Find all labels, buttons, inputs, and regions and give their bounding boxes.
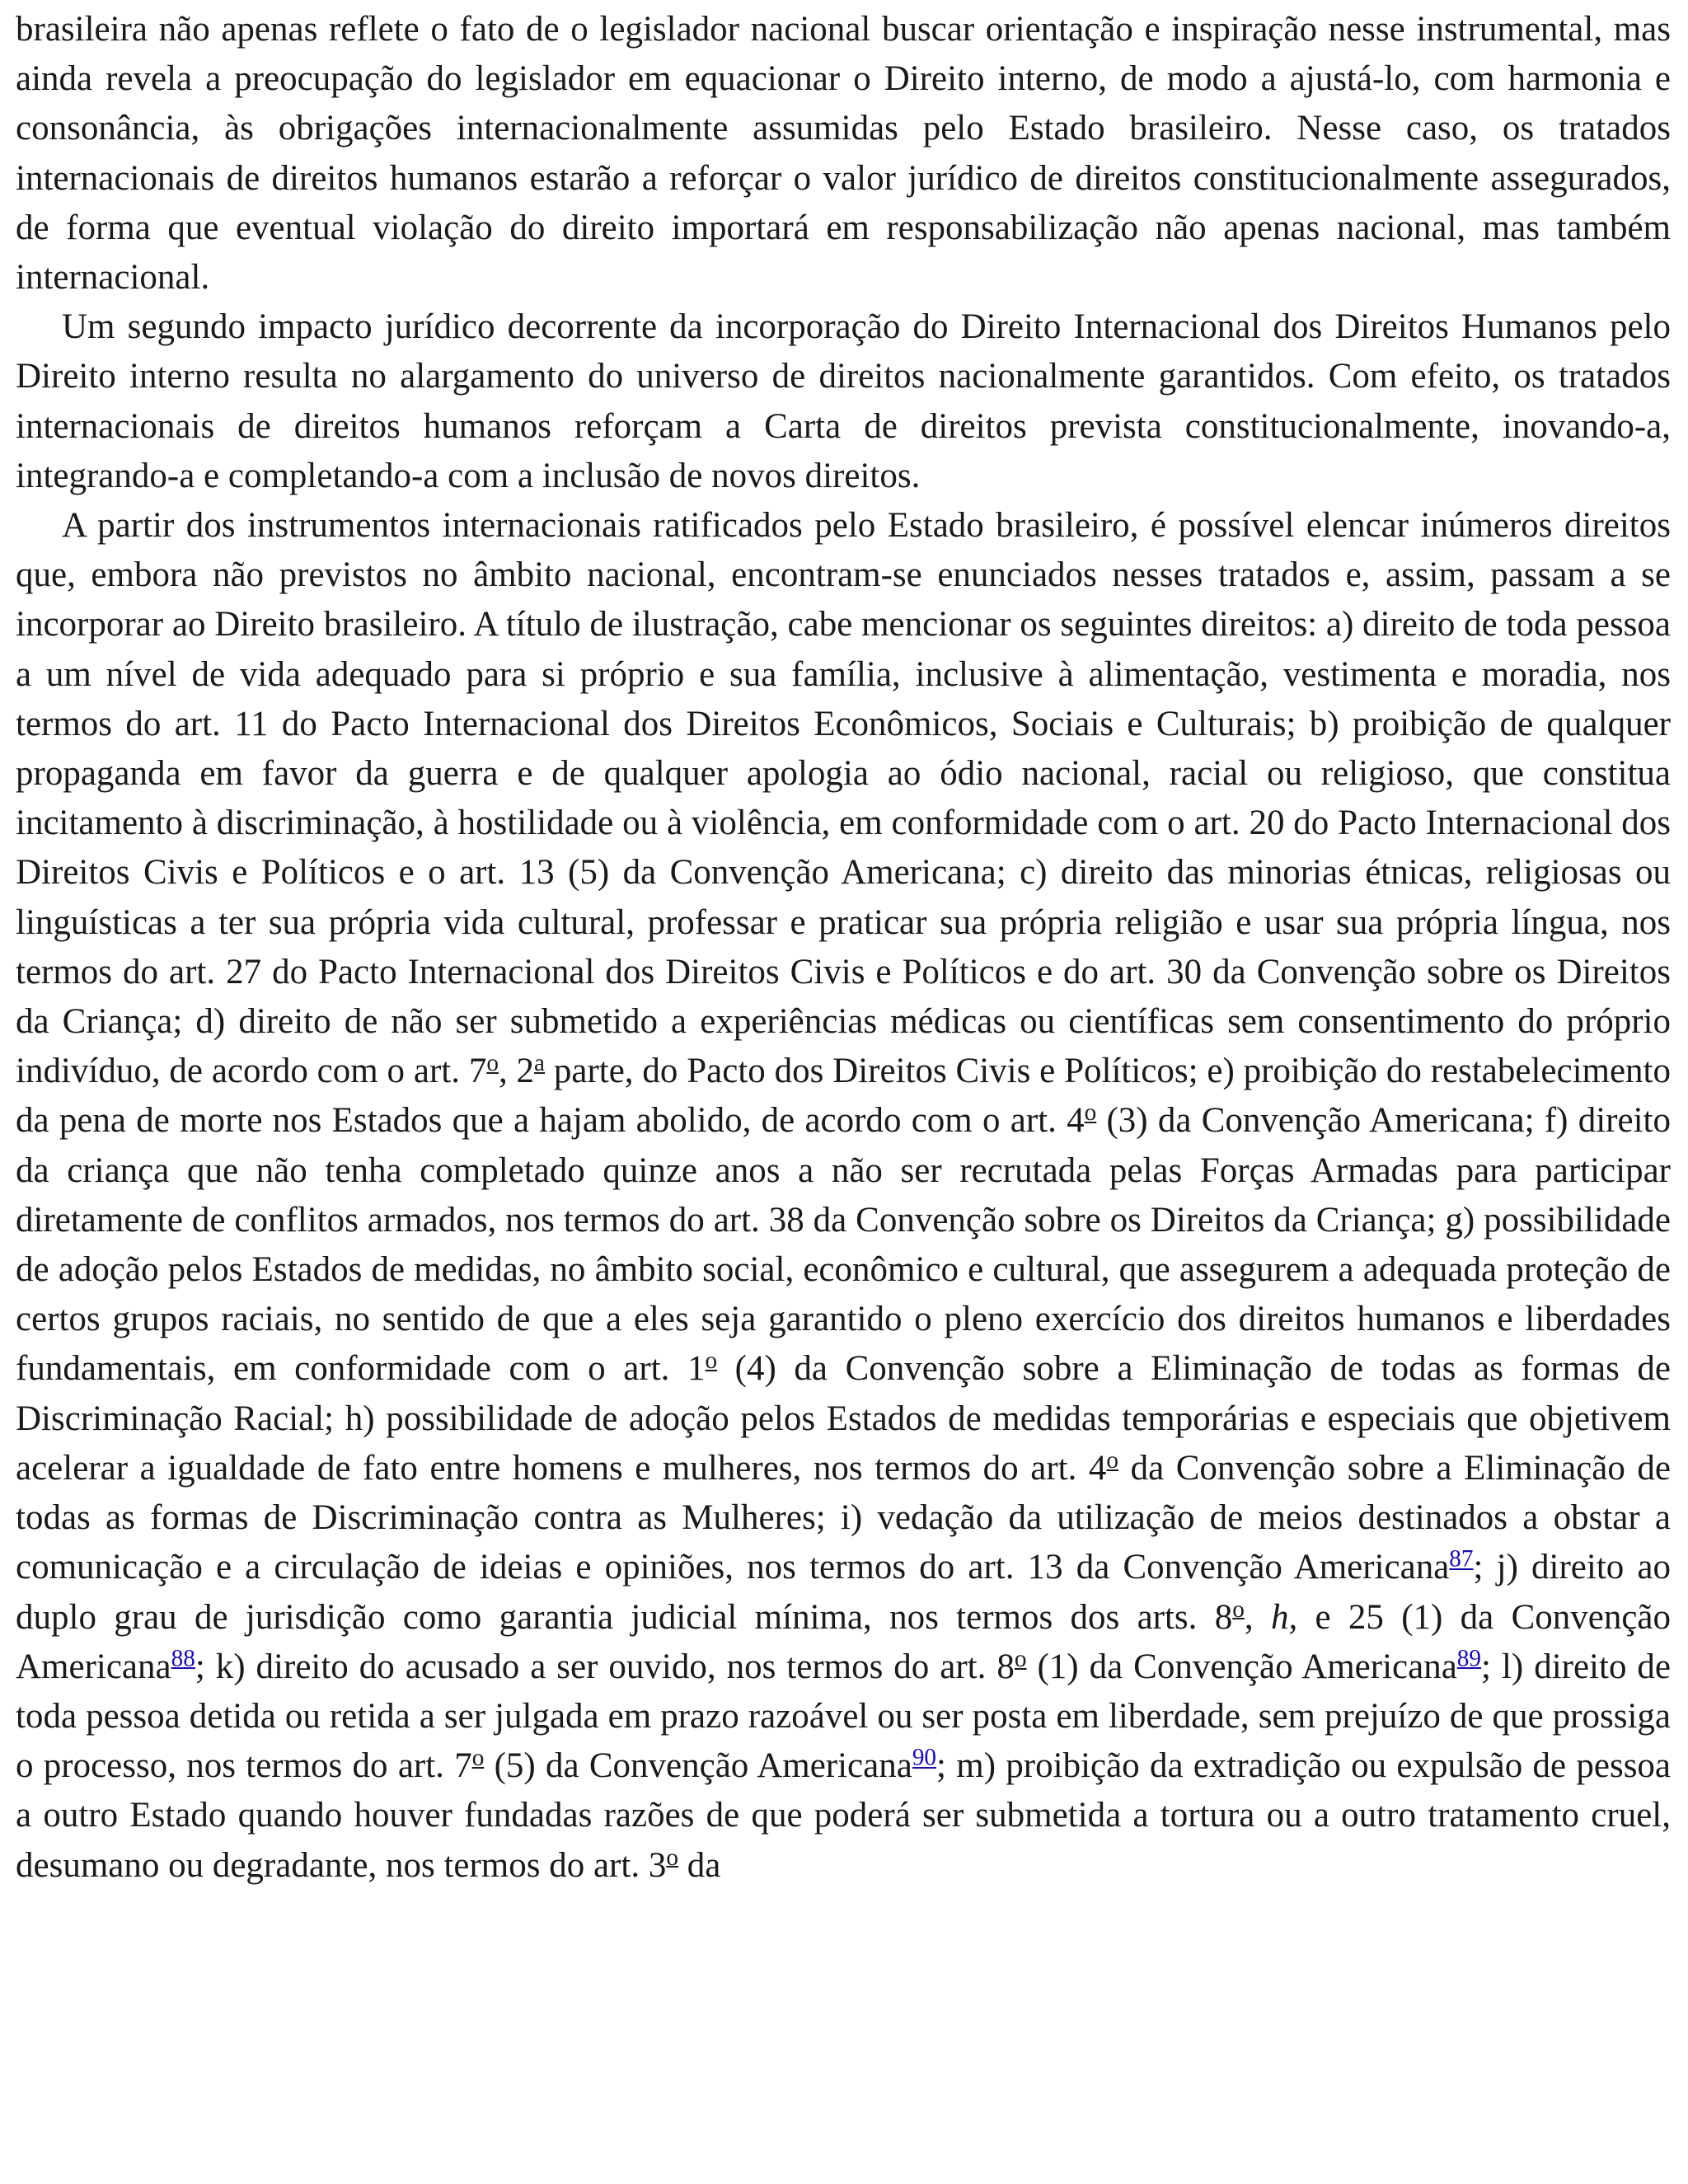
text-run: ,: [1244, 1597, 1271, 1637]
footnote-ref: [1457, 1645, 1481, 1671]
text-run: parte, do Pacto dos Direitos Civis e Políticos; e) proibição do restabelecimento da pena de morte nos Estados que a hajam abolido, de acordo com o art. 4: [16, 1052, 1672, 1141]
footnote-link[interactable]: 90: [912, 1744, 937, 1771]
ordinal-indicator: o: [1106, 1446, 1119, 1474]
text-run: (1) da Convenção Americana: [1026, 1647, 1457, 1686]
ordinal-indicator: o: [1014, 1645, 1027, 1672]
text-run: brasileira não apenas reflete o fato de o legislador nacional buscar orientação e inspiração nesse instrumental, mas ainda revela a preocupação do legislador em equacionar o Direito interno, de modo a ajustá-lo, com harmonia e consonância, às obrigações internacionalmente assumidas pelo Estado brasileiro. Nesse caso, os tratados internacionais de direitos humanos estarão a reforçar o valor jurídico de direitos constitucionalmente assegurados, de forma que eventual violação do direito importará em responsabilização não apenas nacional, mas também internacional.: [16, 10, 1671, 298]
text-run: ; k) direito do acusado a ser ouvido, nos termos do art. 8: [195, 1647, 1015, 1686]
ordinal-indicator: o: [666, 1844, 678, 1871]
text-run: A partir dos instrumentos internacionais ratificados pelo Estado brasileiro, é possível elencar inúmeros direitos que, embora não previstos no âmbito nacional, encontram-se enunciados nesses tratados e, assim, passam a se incorporar ao Direito brasileiro. A título de ilustração, cabe mencionar os seguintes direitos: a) direito de toda pessoa a um nível de vida adequado para si próprio e sua família, inclusive à alimentação, vestimenta e moradia, nos termos do art. 11 do Pacto Internacional dos Direitos Econômicos, Sociais e Culturais; b) proibição de qualquer propaganda em favor da guerra e de qualquer apologia ao ódio nacional, racial ou religioso, que constitua incitamento à discriminação, à hostilidade ou à violência, em conformidade com o art. 20 do Pacto Internacional dos Direitos Civis e Políticos e o art. 13 (5) da Convenção Americana; c) direito das minorias étnicas, religiosas ou linguísticas a ter sua própria vida cultural, professar e praticar sua própria religião e usar sua própria língua, nos termos do art. 27 do Pacto Internacional dos Direitos Civis e Políticos e do art. 30 da Convenção sobre os Direitos da Criança; d) direito de não ser submetido a experiências médicas ou científicas sem consentimento do próprio indivíduo, de acordo com o art. 7: [16, 506, 1671, 1091]
ordinal-indicator: o: [1084, 1099, 1097, 1127]
text-run: e 25 (1) da Convenção Americana: [16, 1597, 1672, 1686]
italic-text-run: h,: [1270, 1597, 1298, 1637]
footnote-link[interactable]: 89: [1456, 1645, 1482, 1672]
footnote-ref: [1449, 1546, 1473, 1572]
footnote-ref: [912, 1745, 936, 1771]
text-run: (3) da Convenção Americana; f) direito da criança que não tenha completado quinze anos a não ser recrutada pelas Forças Armadas para participar diretamente de conflitos armados, nos termos do art. 38 da Convenção sobre os Direitos da Criança; g) possibilidade de adoção pelos Estados de medidas, no âmbito social, econômico e cultural, que assegurem a adequada proteção de certos grupos raciais, no sentido de que a eles seja garantido o pleno exercício dos direitos humanos e liberdades fundamentais, em conformidade com o art. 1: [16, 1101, 1671, 1389]
text-run: ; j) direito ao duplo grau de jurisdição como garantia judicial mínima, nos termos dos arts. 8: [16, 1548, 1671, 1637]
body-paragraph: [16, 5, 1671, 302]
text-run: Um segundo impacto jurídico decorrente da incorporação do Direito Internacional dos Direitos Humanos pelo Direito interno resulta no alargamento do universo de direitos nacionalmente garantidos. Com efeito, os tratados internacionais de direitos humanos reforçam a Carta de direitos prevista constitucionalmente, inovando-a, integrando-a e completando-a com a inclusão de novos direitos.: [16, 307, 1671, 495]
text-run: , 2: [498, 1052, 535, 1091]
ordinal-indicator: o: [471, 1745, 485, 1772]
footnote-link[interactable]: 88: [171, 1645, 195, 1672]
ordinal-indicator: o: [705, 1347, 718, 1375]
text-run: da: [678, 1845, 721, 1885]
text-run: ; l) direito de toda pessoa detida ou retida a ser julgada em prazo razoável ou ser posta em liberdade, sem prejuízo de que prossiga o processo, nos termos do art. 7: [16, 1647, 1672, 1786]
footnote-ref: [171, 1645, 195, 1671]
footnote-link[interactable]: 87: [1449, 1545, 1474, 1572]
body-paragraph: [16, 302, 1671, 501]
text-run: (4) da Convenção sobre a Eliminação de todas as formas de Discriminação Racial; h) possibilidade de adoção pelos Estados de medidas temporárias e especiais que objetivem acelerar a igualdade de fato entre homens e mulheres, nos termos do art. 4: [16, 1349, 1672, 1488]
text-run: da Convenção sobre a Eliminação de todas as formas de Discriminação contra as Mulheres; i) vedação da utilização de meios destinados a obstar a comunicação e a circulação de ideias e opiniões, nos termos do art. 13 da Convenção Americana: [16, 1448, 1671, 1587]
text-run: ; m) proibição da extradição ou expulsão de pessoa a outro Estado quando houver fundadas razões de que poderá ser submetida a tortura ou a outro tratamento cruel, desumano ou degradante, nos termos do art. 3: [16, 1746, 1672, 1885]
text-run: (5) da Convenção Americana: [484, 1746, 912, 1786]
ordinal-indicator: a: [534, 1050, 546, 1077]
ordinal-indicator: o: [1232, 1596, 1245, 1623]
body-paragraph: [16, 501, 1671, 1891]
ordinal-indicator: o: [486, 1050, 499, 1077]
document-page: [16, 5, 1671, 1891]
